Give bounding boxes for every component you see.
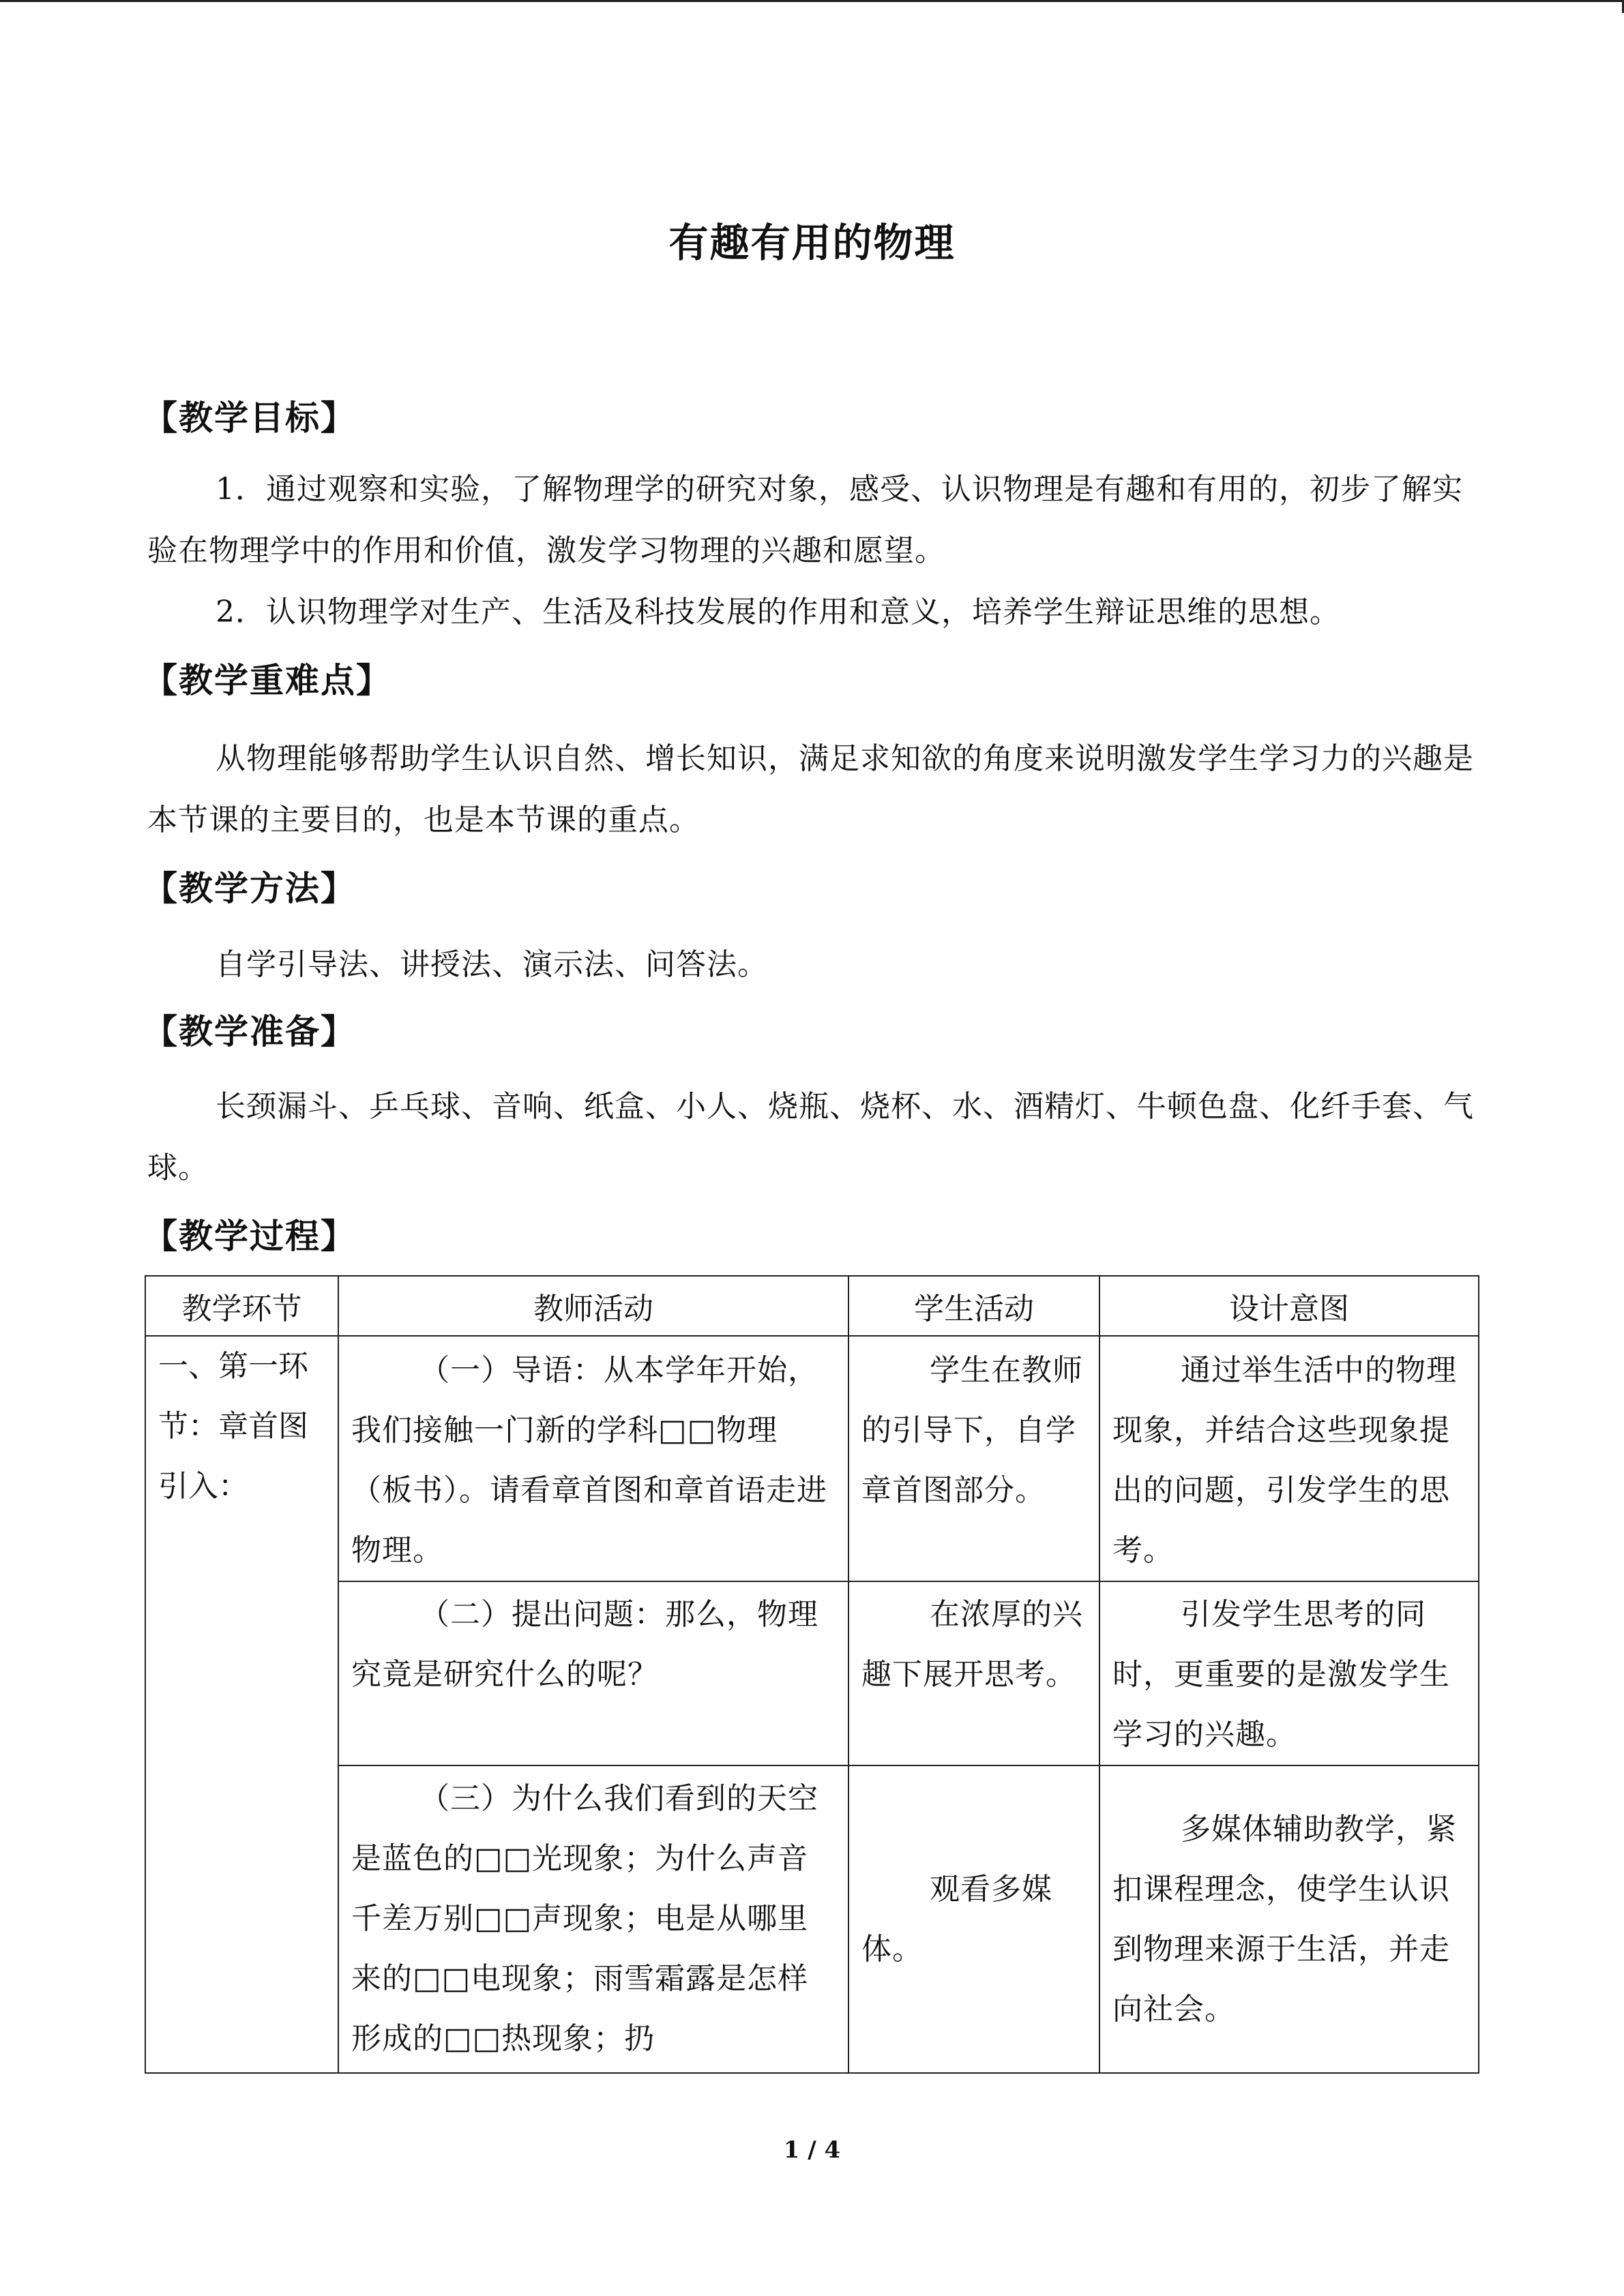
- header-student-activity: 学生活动: [848, 1276, 1099, 1336]
- table-row: [145, 1336, 1479, 1581]
- header-design-intent: 设计意图: [1099, 1276, 1479, 1336]
- page-number: 1 / 4: [783, 2136, 841, 2164]
- design-intent-cell: 引发学生思考的同时，更重要的是激发学生学习的兴趣。: [1099, 1581, 1479, 1765]
- teacher-activity-cell: （一）导语：从本学年开始，我们接触一门新的学科□□物理（板书）。请看章首图和章首语走进物理。: [338, 1336, 848, 1581]
- student-activity-cell: 在浓厚的兴趣下展开思考。: [848, 1581, 1099, 1765]
- heading-objectives: 【教学目标】: [143, 398, 356, 438]
- document-title: 有趣有用的物理: [668, 220, 956, 266]
- preparation-text: 长颈漏斗、乒乓球、音响、纸盒、小人、烧瓶、烧杯、水、酒精灯、牛顿色盘、化纤手套、气球。: [147, 1089, 1474, 1185]
- process-table: [145, 1275, 1479, 2074]
- methods-text: 自学引导法、讲授法、演示法、问答法。: [216, 947, 768, 982]
- table-header-row: [145, 1276, 1479, 1336]
- table-row: [145, 1581, 1479, 1765]
- teacher-activity-cell: （三）为什么我们看到的天空是蓝色的□□光现象；为什么声音千差万别□□声现象；电是从哪里来的□□电现象；雨雪霜露是怎样形成的□□热现象；扔: [338, 1765, 848, 2073]
- teacher-activity-cell: （二）提出问题：那么，物理究竟是研究什么的呢？: [338, 1581, 848, 1765]
- heading-preparation: 【教学准备】: [143, 1011, 356, 1052]
- student-activity-cell: 学生在教师的引导下，自学章首图部分。: [848, 1336, 1099, 1581]
- key-points-text: 从物理能够帮助学生认识自然、增长知识，满足求知欲的角度来说明激发学生学习力的兴趣是本节课的主要目的，也是本节课的重点。: [147, 741, 1474, 837]
- heading-process: 【教学过程】: [143, 1216, 356, 1256]
- header-teacher-activity: 教师活动: [338, 1276, 848, 1336]
- stage-cell: 一、第一环节：章首图引入：: [145, 1336, 338, 2073]
- heading-methods: 【教学方法】: [143, 868, 356, 908]
- objective-item-2: 2．认识物理学对生产、生活及科技发展的作用和意义，培养学生辩证思维的思想。: [216, 595, 1340, 629]
- objective-item-1: 1．通过观察和实验，了解物理学的研究对象，感受、认识物理是有趣和有用的，初步了解实验在物理学中的作用和价值，激发学习物理的兴趣和愿望。: [147, 472, 1463, 568]
- student-activity-cell: 观看多媒体。: [848, 1765, 1099, 2073]
- heading-key-points: 【教学重难点】: [143, 660, 392, 700]
- table-row: [145, 1765, 1479, 2073]
- header-stage: 教学环节: [145, 1276, 338, 1336]
- design-intent-cell: 通过举生活中的物理现象，并结合这些现象提出的问题，引发学生的思考。: [1099, 1336, 1479, 1581]
- design-intent-cell: 多媒体辅助教学，紧扣课程理念，使学生认识到物理来源于生活，并走向社会。: [1099, 1765, 1479, 2073]
